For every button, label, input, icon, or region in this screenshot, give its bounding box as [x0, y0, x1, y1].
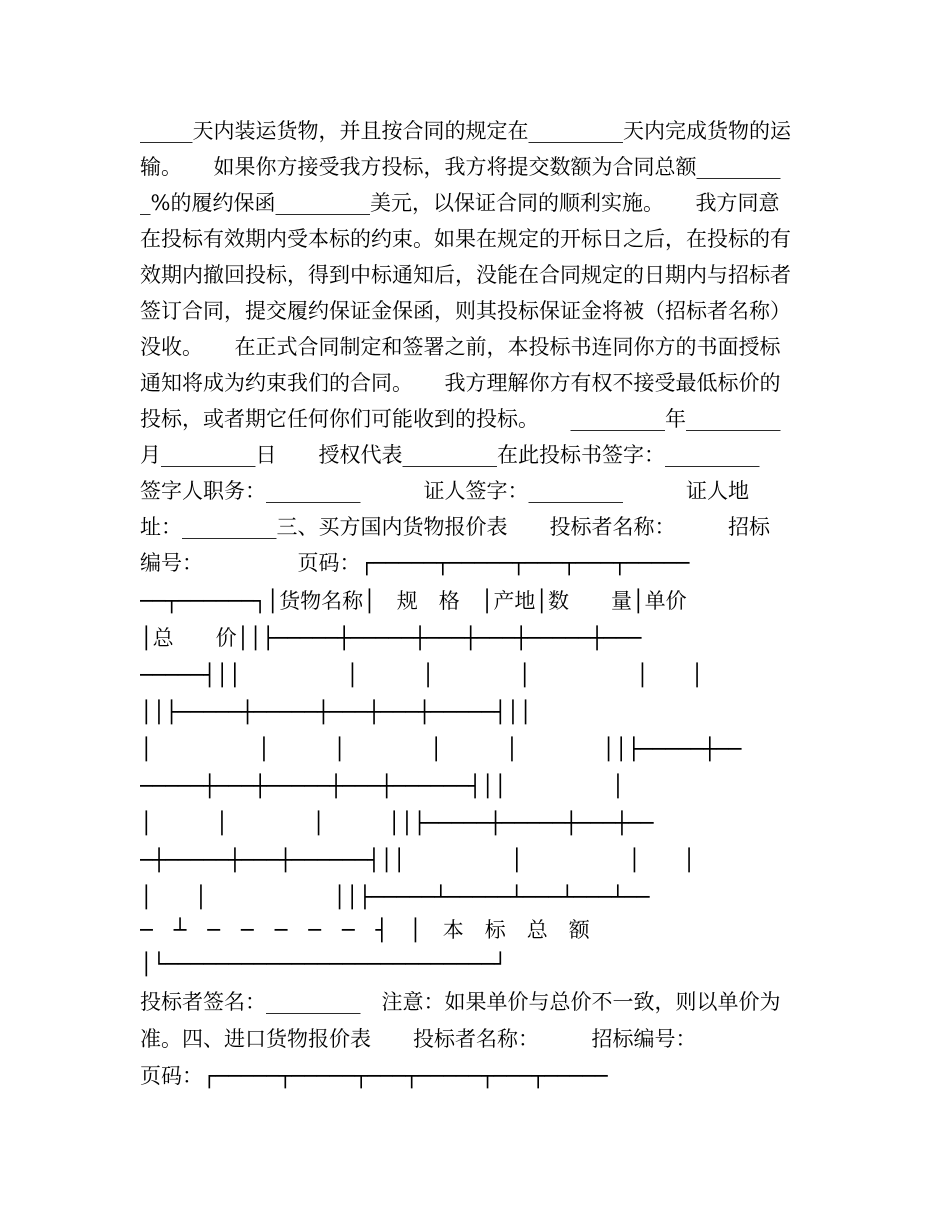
text-line: 签字人职务：_________ 证人签字：_________ 证人地	[140, 479, 749, 503]
text-line: ─────┼───┼─────┼───┼──────┤││ │	[140, 774, 625, 798]
text-line: 址：_________三、买方国内货物报价表 投标者名称： 招标	[140, 515, 770, 539]
text-line: 效期内撤回投标，得到中标通知后，没能在合同规定的日期内与招标者	[140, 263, 791, 287]
text-line: │ │ ││├─────┴─────┴───┴───┴──	[140, 885, 650, 909]
text-line: 投标，或者期它任何你们可能收到的投标。 _________年_________	[140, 407, 781, 431]
text-line: 准。四、进口货物报价表 投标者名称： 招标编号：	[140, 1027, 697, 1051]
text-line: _%的履约保函_________美元，以保证合同的顺利实施。 我方同意	[140, 191, 780, 215]
text-line: │总 价││├─────┼─────┼───┼───┼─────┼───	[140, 626, 642, 650]
text-line: │ │ │ │ │ ││├─────┼──	[140, 737, 742, 761]
text-line: ──┬──────┐│货物名称│ 规 格 │产地│数 量│单价	[140, 589, 687, 613]
text-line: 在投标有效期内受本标的约束。如果在规定的开标日之后，在投标的有	[140, 227, 791, 251]
text-line: ─────┤││ │ │ │ │ │	[140, 663, 704, 687]
text-line: 编号： 页码：┌─────┬─────┬───┬───┬─────	[140, 551, 690, 575]
text-line: ─┼─────┼───┼──────┤││ │ │ │	[140, 848, 696, 872]
text-line: │└──────────────────────────┘	[140, 952, 507, 976]
text-line: 签订合同，提交履约保证金保函，则其投标保证金将被（招标者名称）	[140, 299, 791, 323]
text-line: 输。 如果你方接受我方投标，我方将提交数额为合同总额________	[140, 155, 781, 179]
text-line: 没收。 在正式合同制定和签署之前，本投标书连同你方的书面授标	[140, 335, 781, 359]
text-line: ─ ┴ ─ ─ ─ ─ ─ ┤ │ 本 标 总 额	[140, 918, 590, 942]
text-line: 通知将成为约束我们的合同。 我方理解你方有权不接受最低标价的	[140, 371, 781, 395]
text-line: 月_________日 授权代表_________在此投标书签字：_________	[140, 443, 760, 467]
text-line: │ │ │ ││├─────┼─────┼───┼──	[140, 811, 654, 835]
text-line: 页码：┌─────┬─────┬───┬─────┬───┬─────	[140, 1064, 608, 1088]
text-line: ││├─────┼─────┼───┼───┼─────┤││	[140, 700, 532, 724]
text-line: _____天内装运货物，并且按合同的规定在_________天内完成货物的运	[140, 119, 791, 143]
text-line: 投标者签名：_________ 注意：如果单价与总价不一致，则以单价为	[140, 990, 781, 1014]
